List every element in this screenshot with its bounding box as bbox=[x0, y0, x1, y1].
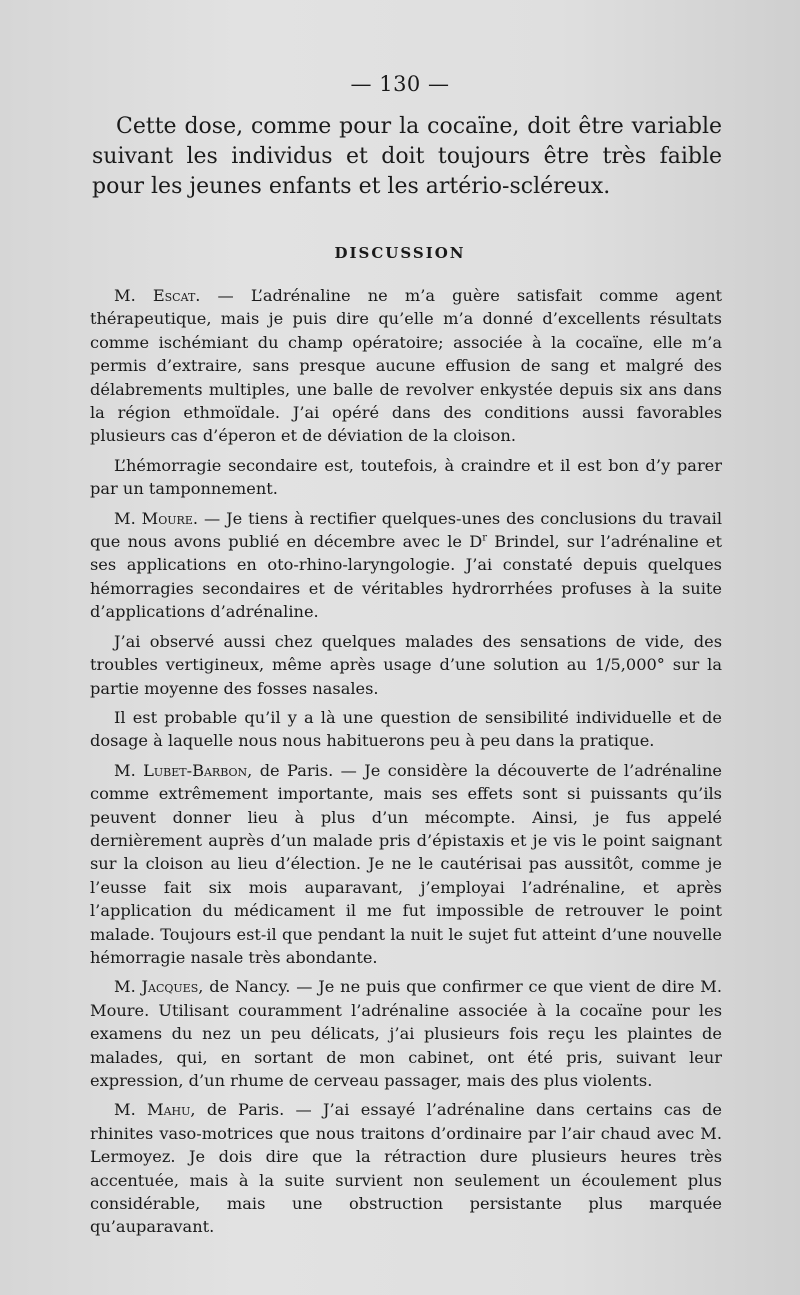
superscript: r bbox=[482, 532, 487, 544]
paragraph-lubet-barbon bbox=[90, 759, 722, 970]
paragraph-text: L’hémorragie secondaire est, toutefois, à craindre et il est bon d’y parer par un tamponnement. bbox=[90, 455, 722, 499]
paragraph-escat bbox=[90, 284, 722, 448]
page-number: — 130 — bbox=[350, 72, 450, 96]
speaker-name: M. Lubet-Barbon, bbox=[114, 760, 253, 780]
intro-paragraph: Cette dose, comme pour la cocaïne, doit être variable suivant les individus et doit toujours être très faible pour les jeunes enfants et les artério-scléreux. bbox=[92, 114, 722, 199]
paragraph-text: de Paris. — Je considère la découverte de l’adrénaline comme extrêmement importante, mais ses effets sont si puissants qu’ils peuvent donner lieu à plus d’un mécompte. Ainsi, je fus appelé dernièrement auprès d’un malade pris d’épistaxis et je vis le point saignant sur la cloison au lieu d’élection. Je ne le cautérisai pas aussitôt, comme je l’eusse fait six mois auparavant, j’employai l’adrénaline, et après l’application du médicament il me fut impossible de retrouver le point malade. Toujours est-il que pendant la nuit le sujet fut atteint d’une nouvelle hémorragie nasale très abondante. bbox=[90, 760, 722, 967]
speaker-name: M. Jacques, bbox=[114, 977, 204, 997]
discussion-body bbox=[90, 284, 722, 1245]
speaker-name: M. Mahu, bbox=[114, 1100, 196, 1120]
paragraph-moure-continued-2 bbox=[90, 706, 722, 753]
paragraph-text: J’ai observé aussi chez quelques malades des sensations de vide, des troubles vertigineux, même après usage d’une solution au 1/5,000° sur la partie moyenne des fosses nasales. bbox=[90, 631, 722, 698]
paragraph-jacques bbox=[90, 975, 722, 1092]
paragraph-text: — Je tiens à rectifier quelques-unes des conclusions du travail que nous avons publié en décembre avec le D bbox=[90, 508, 722, 552]
paragraph-moure bbox=[90, 507, 722, 624]
paragraph-moure-continued-1 bbox=[90, 630, 722, 700]
paragraph-text: Il est probable qu’il y a là une question de sensibilité individuelle et de dosage à laquelle nous nous habituerons peu à peu dans la pratique. bbox=[90, 707, 722, 751]
paragraph-text: de Paris. — J’ai essayé l’adrénaline dans certains cas de rhinites vaso-motrices que nous traitons d’ordinaire par l’air chaud avec M. Lermoyez. Je dois dire que la rétraction dure plusieurs heures très accentuée, mais à la suite survient non seulement un écoulement plus considérable, mais une obstruction persistante plus marquée qu’auparavant. bbox=[90, 1100, 722, 1237]
paragraph-text: — L’adrénaline ne m’a guère satisfait comme agent thérapeutique, mais je puis dire qu’elle m’a donné d’excellents résultats comme ischémiant du champ opératoire; associée à la cocaïne, elle m’a permis d’extraire, sans presque aucune effusion de sang et malgré des délabrements multiples, une balle de revolver enkystée depuis six ans dans la région ethmoïdale. J’ai opéré dans des conditions aussi favorables plusieurs cas d’éperon et de déviation de la cloison. bbox=[90, 286, 722, 446]
section-heading: DISCUSSION bbox=[334, 244, 466, 262]
paragraph-text: de Nancy. — Je ne puis que confirmer ce que vient de dire M. Moure. Utilisant couramment l’adrénaline associée à la cocaïne pour les examens du nez un peu délicats, j’ai plusieurs fois reçu les plaintes de malades, qui, en sortant de mon cabinet, ont été pris, suivant leur expression, d’un rhume de cerveau passager, mais des plus violents. bbox=[90, 977, 723, 1090]
paragraph-text: Brindel, sur l’adrénaline et ses applications en oto-rhino-laryngologie. J’ai constaté depuis quelques hémorragies secondaires et de véritables hydrorrhées profuses à la suite d’applications d’adrénaline. bbox=[90, 532, 722, 622]
speaker-name: M. Escat. bbox=[114, 286, 201, 305]
speaker-name: M. Moure. bbox=[114, 508, 198, 528]
paragraph-mahu bbox=[90, 1098, 722, 1238]
paragraph-escat-continued bbox=[90, 454, 722, 501]
